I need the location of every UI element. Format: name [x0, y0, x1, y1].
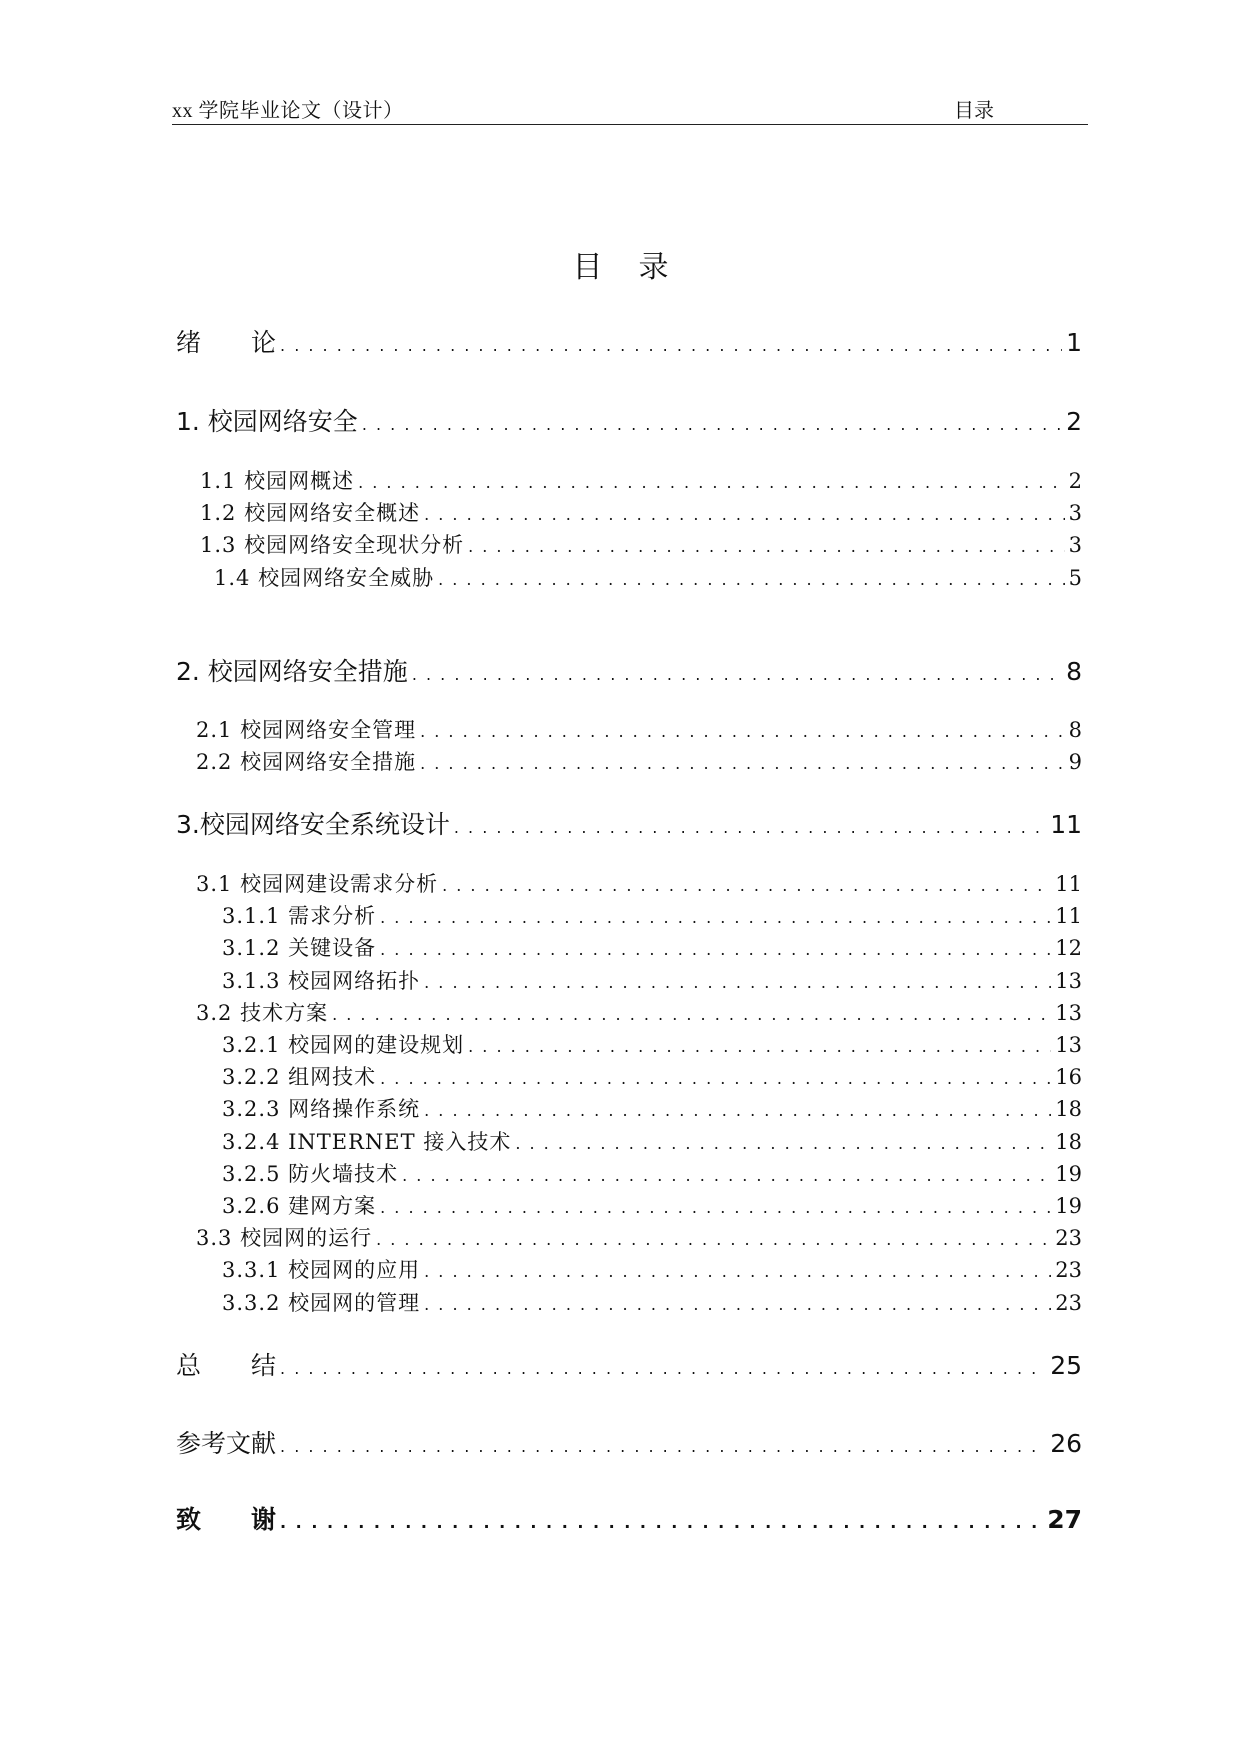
- toc-entry-page: 13: [1055, 1033, 1082, 1057]
- toc-entry-label: 2. 校园网络安全措施: [176, 657, 408, 686]
- header-thesis-title: xx 学院毕业论文（设计）: [172, 100, 404, 122]
- toc-entry-label: 3.2 技术方案: [196, 1001, 329, 1025]
- toc-entry-page: 19: [1055, 1162, 1082, 1186]
- toc-entry-page: 23: [1055, 1291, 1082, 1315]
- toc-entry-section-3-3[interactable]: [196, 1222, 1082, 1252]
- toc-entry-label: 2.2 校园网络安全措施: [196, 750, 417, 774]
- toc-entry-references[interactable]: [176, 1424, 1082, 1460]
- toc-entry-page: 13: [1055, 1001, 1082, 1025]
- toc-entry-section-3-2-6[interactable]: [222, 1190, 1082, 1220]
- dot-leader: [420, 754, 1065, 773]
- toc-entry-page: 16: [1055, 1065, 1082, 1089]
- toc-entry-section-2-2[interactable]: [196, 746, 1082, 776]
- toc-entry-label: 1.3 校园网络安全现状分析: [200, 533, 465, 557]
- toc-entry-page: 27: [1047, 1505, 1082, 1534]
- toc-entry-section-3-2-1[interactable]: [222, 1029, 1082, 1059]
- toc-entry-label: 3.2.6 建网方案: [222, 1194, 377, 1218]
- toc-entry-page: 8: [1066, 657, 1082, 686]
- dot-leader: [412, 665, 1062, 684]
- toc-entry-section-3-2-2[interactable]: [222, 1061, 1082, 1091]
- toc-entry-page: 18: [1055, 1130, 1082, 1154]
- toc-entry-label: 3.3.2 校园网的管理: [222, 1291, 421, 1315]
- toc-entry-section-1-4[interactable]: [214, 562, 1082, 592]
- toc-entry-label: 参考文献: [176, 1429, 277, 1458]
- dot-leader: [515, 1134, 1051, 1153]
- dot-leader: [424, 1262, 1051, 1281]
- toc-entry-page: 13: [1055, 969, 1082, 993]
- toc-entry-label: 1.4 校园网络安全威胁: [214, 566, 435, 590]
- dot-leader: [280, 1359, 1046, 1378]
- toc-title: 目录: [572, 250, 705, 285]
- dot-leader: [380, 1069, 1051, 1088]
- toc-entry-page: 9: [1068, 750, 1082, 774]
- dot-leader: [442, 876, 1051, 895]
- dot-leader: [438, 570, 1065, 589]
- toc-entry-label: 2.1 校园网络安全管理: [196, 718, 417, 742]
- toc-entry-label: 3.校园网络安全系统设计: [176, 810, 450, 839]
- dot-leader: [380, 940, 1051, 959]
- toc-entry-introduction[interactable]: [176, 323, 1082, 359]
- toc-entry-page: 3: [1068, 533, 1082, 557]
- toc-entry-page: 23: [1055, 1258, 1082, 1282]
- dot-leader: [468, 537, 1065, 556]
- dot-leader: [280, 1437, 1046, 1456]
- dot-leader: [424, 1101, 1051, 1120]
- toc-entry-label: 3.3 校园网的运行: [196, 1226, 373, 1250]
- dot-leader: [468, 1037, 1051, 1056]
- toc-entry-page: 25: [1050, 1351, 1082, 1380]
- toc-entry-page: 12: [1055, 936, 1082, 960]
- dot-leader: [420, 722, 1065, 741]
- dot-leader: [402, 1166, 1051, 1185]
- toc-entry-label: 3.1.1 需求分析: [222, 904, 377, 928]
- toc-entry-page: 23: [1055, 1226, 1082, 1250]
- toc-entry-page: 19: [1055, 1194, 1082, 1218]
- toc-entry-section-1-2[interactable]: [200, 497, 1082, 527]
- dot-leader: [454, 818, 1046, 837]
- dot-leader: [424, 1295, 1051, 1314]
- dot-leader: [424, 505, 1065, 524]
- dot-leader: [424, 973, 1051, 992]
- toc-entry-section-3-2-5[interactable]: [222, 1158, 1082, 1188]
- toc-entry-page: 3: [1068, 501, 1082, 525]
- toc-entry-section-3-2-4[interactable]: [222, 1126, 1082, 1156]
- dot-leader: [280, 336, 1062, 355]
- dot-leader: [380, 908, 1051, 927]
- toc-entry-label: 3.2.4 INTERNET 接入技术: [222, 1130, 512, 1154]
- toc-entry-section-3-1[interactable]: [196, 868, 1082, 898]
- toc-entry-label: 总 结: [176, 1351, 277, 1380]
- toc-entry-label: 致 谢: [176, 1505, 277, 1534]
- toc-entry-label: 1. 校园网络安全: [176, 407, 358, 436]
- toc-entry-chapter-3[interactable]: [176, 805, 1082, 841]
- toc-entry-page: 5: [1068, 566, 1082, 590]
- toc-entry-label: 3.2.1 校园网的建设规划: [222, 1033, 465, 1057]
- toc-entry-label: 3.2.5 防火墙技术: [222, 1162, 399, 1186]
- toc-entry-section-3-2[interactable]: [196, 997, 1082, 1027]
- toc-entry-section-3-1-2[interactable]: [222, 932, 1082, 962]
- toc-entry-page: 11: [1050, 810, 1082, 839]
- toc-entry-section-1-1[interactable]: [200, 465, 1082, 495]
- toc-entry-section-3-2-3[interactable]: [222, 1093, 1082, 1123]
- toc-entry-section-1-3[interactable]: [200, 529, 1082, 559]
- dot-leader: [332, 1005, 1051, 1024]
- toc-entry-page: 11: [1055, 904, 1082, 928]
- toc-entry-label: 3.1.3 校园网络拓扑: [222, 969, 421, 993]
- toc-entry-chapter-1[interactable]: [176, 402, 1082, 438]
- toc-entry-label: 3.2.3 网络操作系统: [222, 1097, 421, 1121]
- toc-entry-section-3-1-3[interactable]: [222, 965, 1082, 995]
- toc-entry-section-3-3-1[interactable]: [222, 1254, 1082, 1284]
- toc-entry-page: 11: [1055, 872, 1082, 896]
- toc-entry-label: 3.3.1 校园网的应用: [222, 1258, 421, 1282]
- dot-leader: [362, 415, 1062, 434]
- toc-entry-label: 3.2.2 组网技术: [222, 1065, 377, 1089]
- toc-entry-label: 1.1 校园网概述: [200, 469, 355, 493]
- toc-entry-label: 1.2 校园网络安全概述: [200, 501, 421, 525]
- toc-entry-page: 1: [1066, 328, 1082, 357]
- running-header: [172, 94, 1088, 125]
- toc-entry-label: 绪 论: [176, 328, 277, 357]
- dot-leader: [380, 1198, 1051, 1217]
- toc-entry-summary[interactable]: [176, 1346, 1082, 1382]
- toc-entry-chapter-2[interactable]: [176, 652, 1082, 688]
- toc-entry-section-2-1[interactable]: [196, 714, 1082, 744]
- dot-leader: [358, 473, 1065, 492]
- toc-entry-label: 3.1.2 关键设备: [222, 936, 377, 960]
- dot-leader: [280, 1513, 1043, 1532]
- toc-entry-page: 2: [1068, 469, 1082, 493]
- toc-entry-page: 26: [1050, 1429, 1082, 1458]
- toc-entry-page: 2: [1066, 407, 1082, 436]
- header-section-name: 目录: [954, 100, 994, 122]
- toc-entry-page: 8: [1068, 718, 1082, 742]
- toc-entry-acknowledgements[interactable]: [176, 1500, 1082, 1536]
- toc-entry-section-3-3-2[interactable]: [222, 1287, 1082, 1317]
- dot-leader: [376, 1230, 1051, 1249]
- toc-entry-section-3-1-1[interactable]: [222, 900, 1082, 930]
- toc-entry-page: 18: [1055, 1097, 1082, 1121]
- toc-entry-label: 3.1 校园网建设需求分析: [196, 872, 439, 896]
